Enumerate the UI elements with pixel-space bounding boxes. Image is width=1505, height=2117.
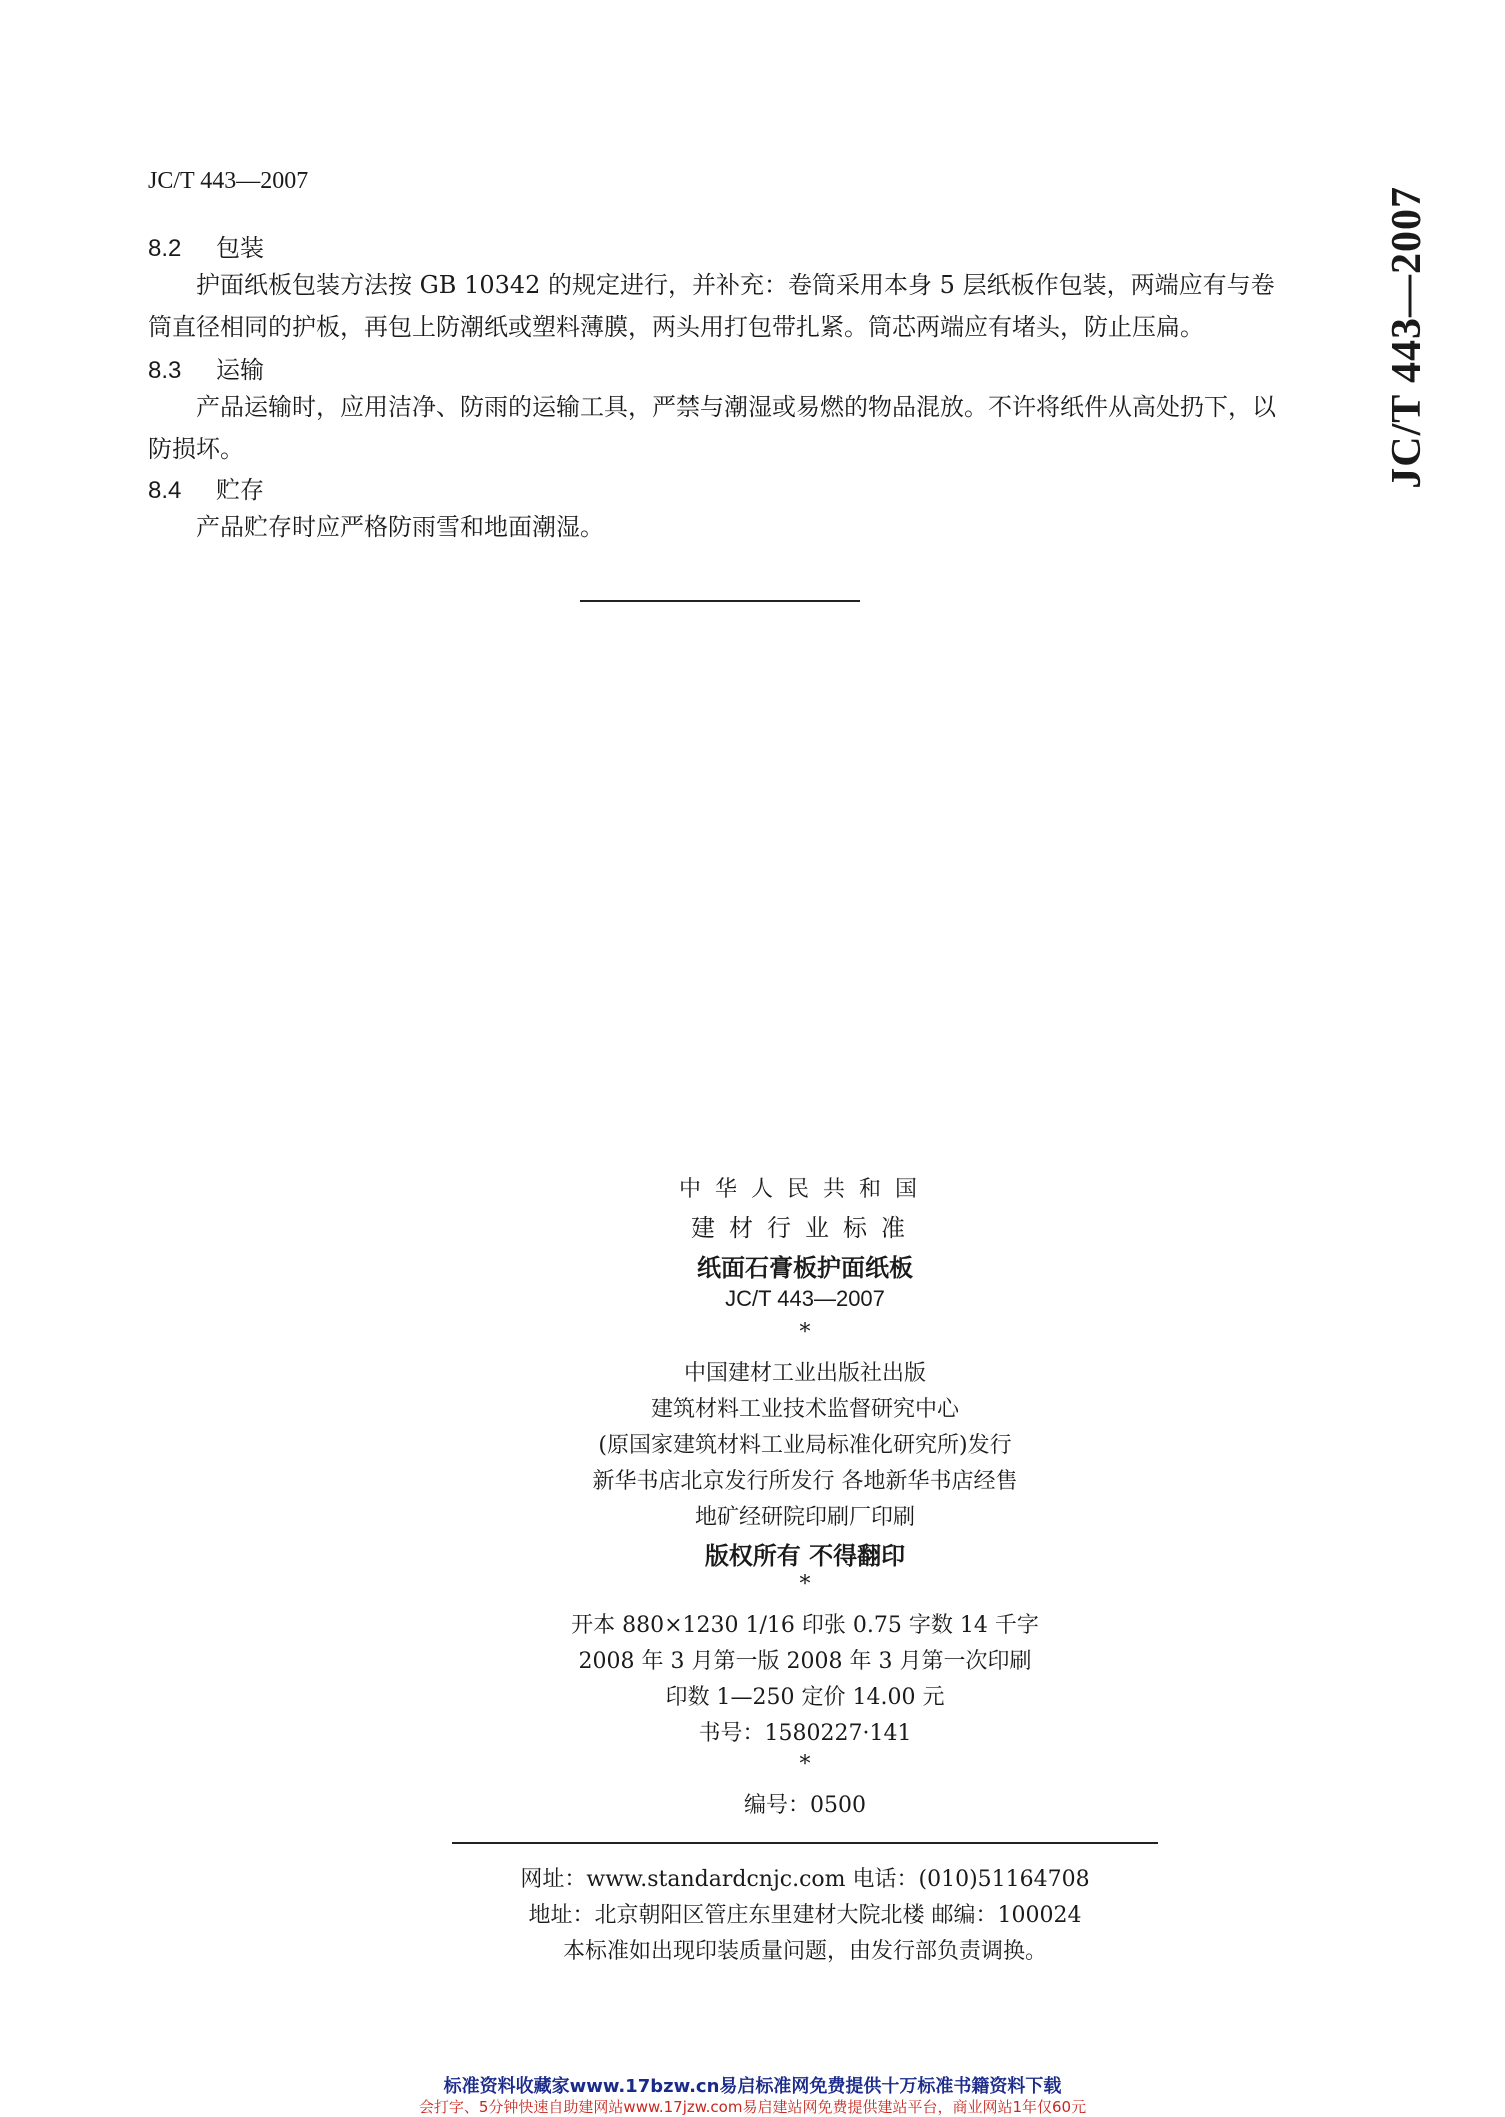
contact-address: 地址：北京朝阳区管庄东里建材大院北楼 邮编：100024 [528,1903,1082,1928]
section-text-packaging: 护面纸板包装方法按 GB 10342 的规定进行，并补充：卷筒采用本身 5 层纸板作包装，两端应有与卷筒直径相同的护板，再包上防潮纸或塑料薄膜，两头用打包带扎紧。筒芯两端应有堵头，防止压扁。 [148,271,1275,341]
section-title-packaging [148,228,264,263]
section-title-storage [148,470,264,505]
section-title-transport [148,350,264,385]
section-heading: 运输 [216,356,264,384]
colophon-printer: 地矿经研院印刷厂印刷 [694,1505,915,1530]
section-number: 8.2 [148,235,182,262]
colophon-title: 纸面石膏板护面纸板 [697,1253,913,1282]
side-standard-code: JC/T 443—2007 [1384,186,1430,489]
section-number: 8.4 [148,477,182,504]
section-text-transport: 产品运输时，应用洁净、防雨的运输工具，严禁与潮湿或易燃的物品混放。不许将纸件从高处扔下，以防损坏。 [148,393,1276,463]
colophon-star: * [799,1752,811,1777]
colophon-star: * [799,1572,811,1597]
header-standard-code: JC/T 443—2007 [148,168,309,194]
colophon-rights: 版权所有 不得翻印 [704,1541,906,1570]
section-text-storage: 产品贮存时应严格防雨雪和地面潮湿。 [196,513,604,541]
colophon-publisher: 中国建材工业出版社出版 [683,1361,926,1386]
colophon-issuer: (原国家建筑材料工业局标准化研究所)发行 [598,1433,1012,1458]
footer-watermark-line1: 标准资料收藏家www.17bzw.cn易启标准网免费提供十万标准书籍资料下载 [443,2076,1062,2097]
contact-web-phone: 网址：www.standardcnjc.com 电话：(010)51164708 [520,1867,1090,1892]
colophon-edition: 2008 年 3 月第一版 2008 年 3 月第一次印刷 [578,1649,1032,1674]
colophon-book-number: 书号：1580227·141 [698,1721,912,1746]
colophon-distribution: 新华书店北京发行所发行 各地新华书店经售 [592,1469,1018,1494]
colophon-country: 中华人民共和国 [678,1177,931,1202]
footer-watermark-line2: 会打字、5分钟快速自助建网站www.17jzw.com易启建站网免费提供建站平台，商业网站1年仅60元 [418,2098,1087,2116]
colophon-format: 开本 880×1230 1/16 印张 0.75 字数 14 千字 [571,1613,1039,1638]
section-number: 8.3 [148,357,182,384]
colophon-code: JC/T 443—2007 [725,1286,885,1311]
colophon-price: 印数 1—250 定价 14.00 元 [665,1685,945,1710]
section-heading: 包装 [216,234,264,262]
section-heading: 贮存 [216,476,264,504]
colophon-center: 建筑材料工业技术监督研究中心 [650,1397,959,1422]
colophon-serial: 编号：0500 [744,1793,866,1818]
colophon-star: * [799,1320,811,1345]
contact-info [420,0,1190,2115]
colophon-standard-type: 建材行业标准 [691,1214,919,1242]
contact-notice: 本标准如出现印装质量问题，由发行部负责调换。 [562,1939,1047,1964]
